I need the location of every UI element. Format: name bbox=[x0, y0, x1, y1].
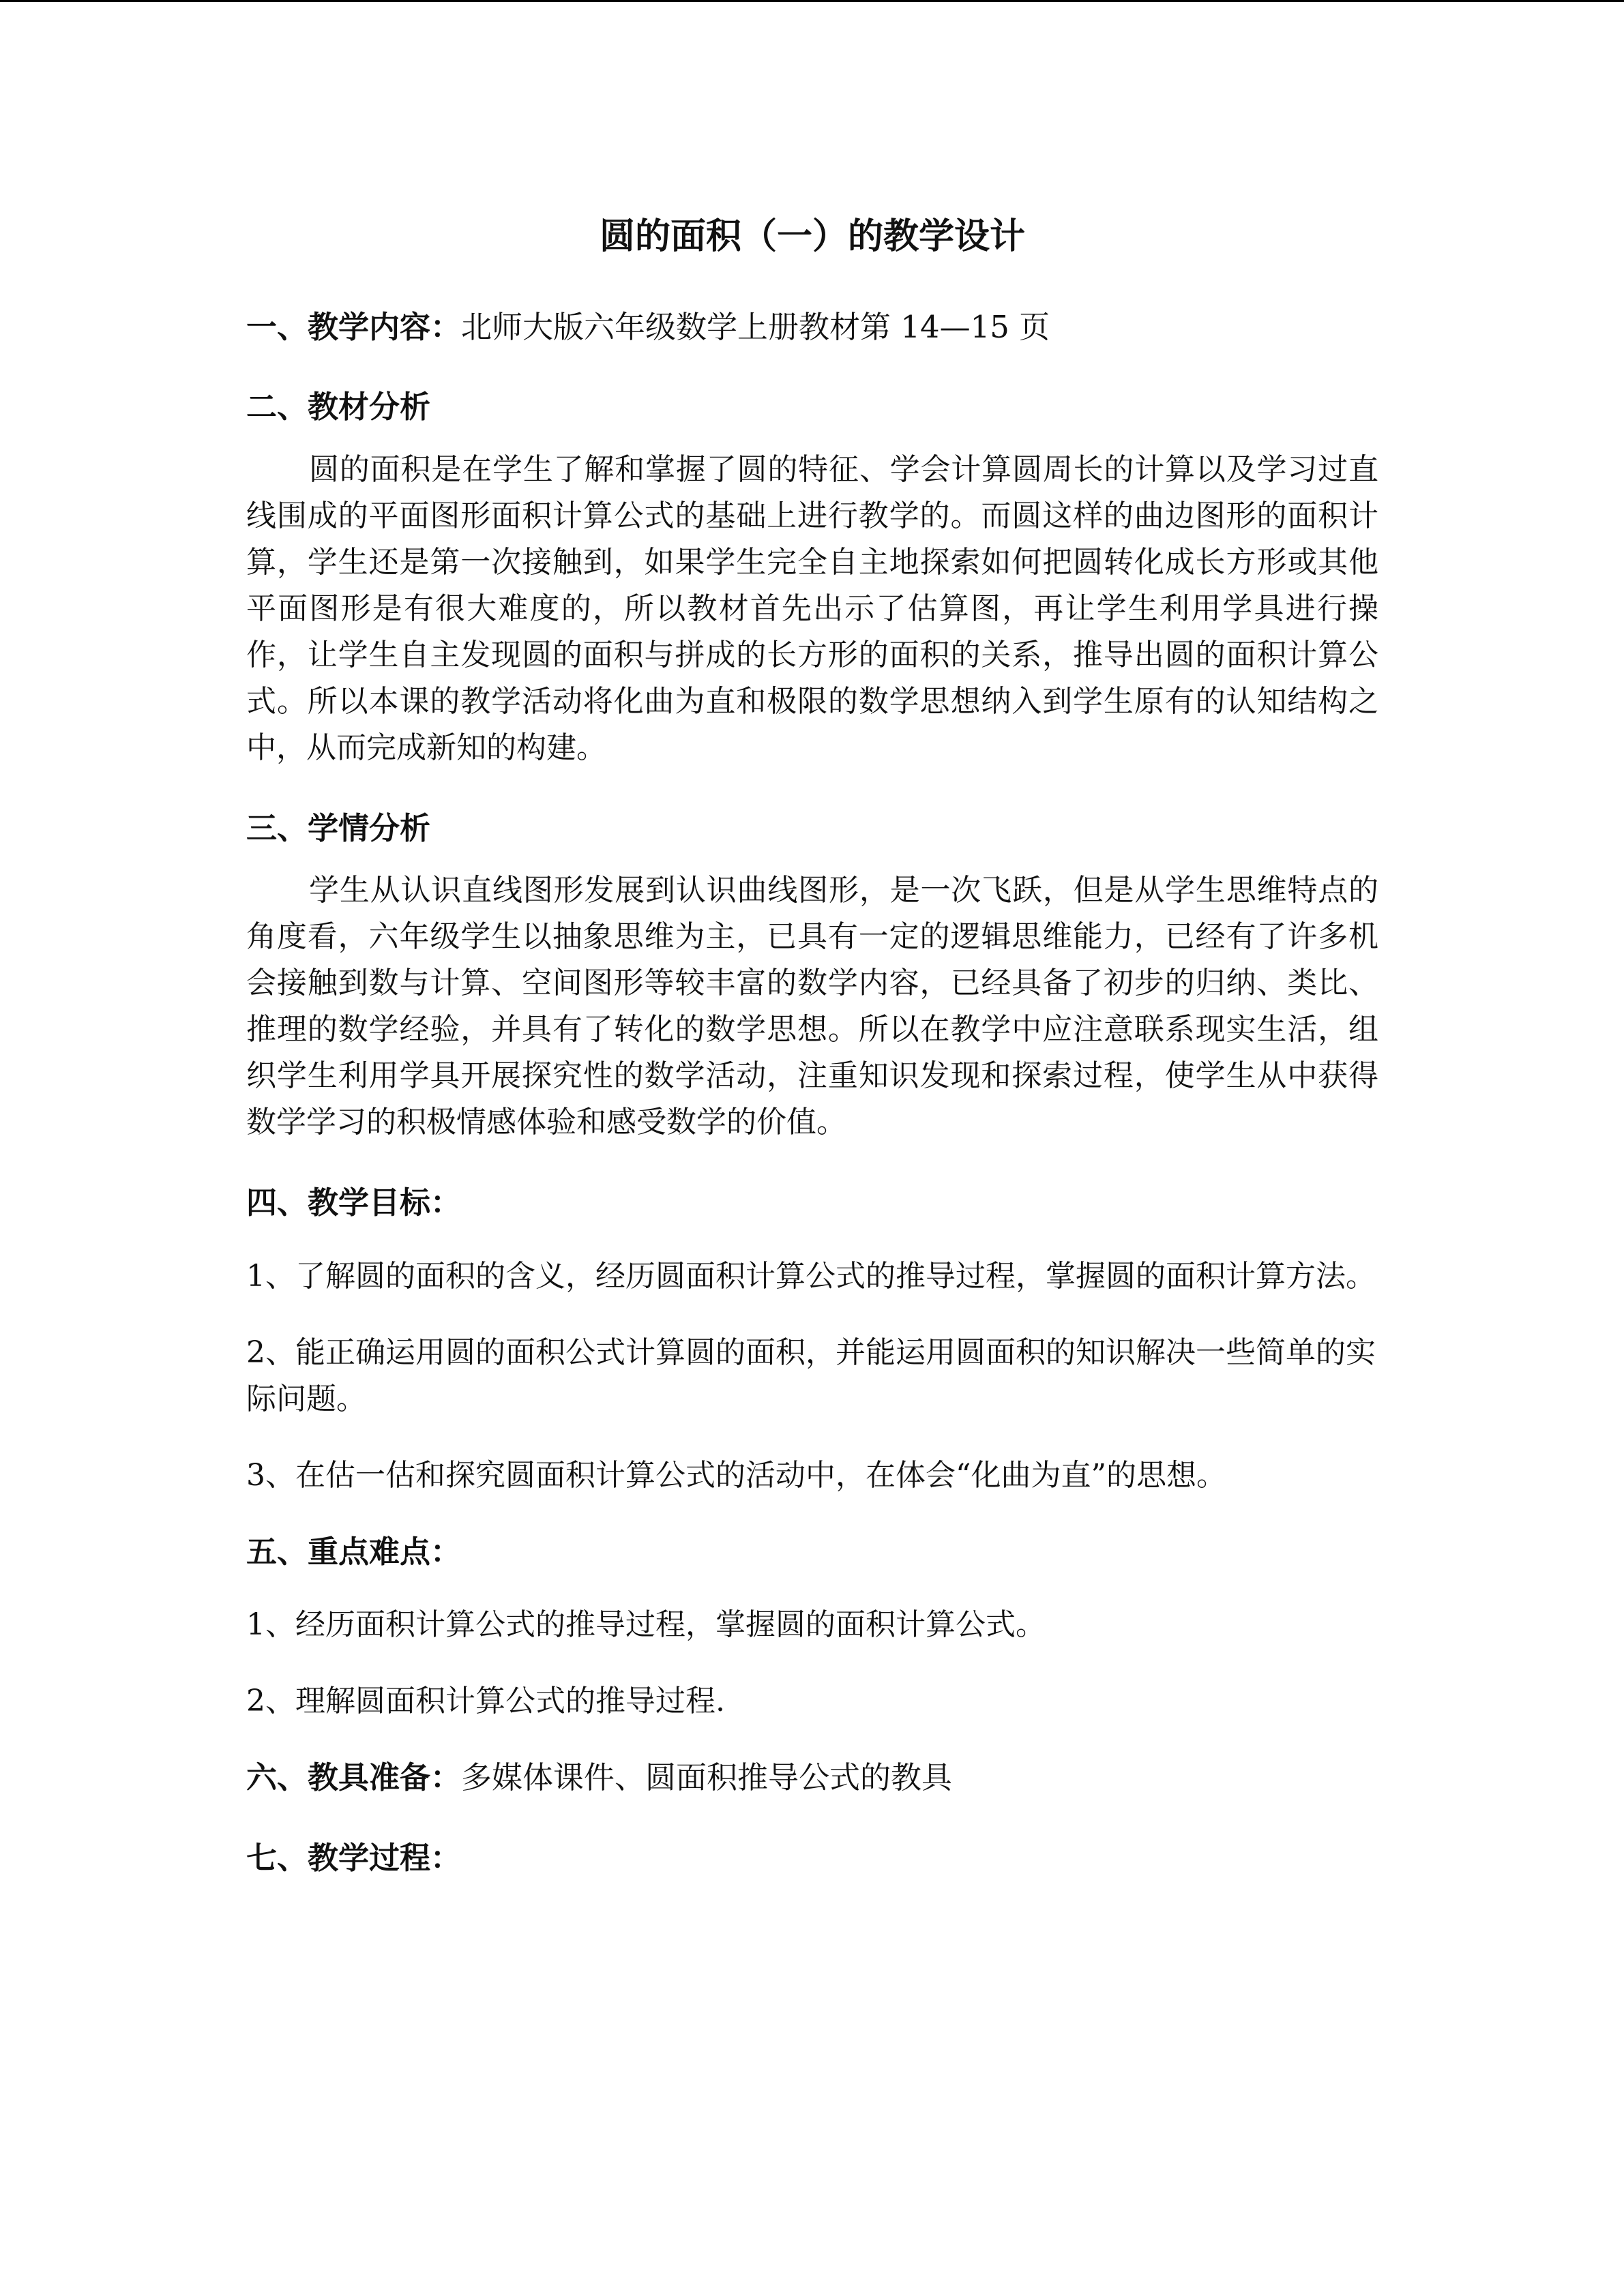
section-heading: 四、教学目标： bbox=[246, 1184, 462, 1221]
section-heading: 三、学情分析 bbox=[246, 809, 431, 846]
teaching-content-text: 北师大版六年级数学上册教材第 14—15 页 bbox=[461, 308, 1050, 345]
goal-item: 1、了解圆的面积的含义，经历圆面积计算公式的推导过程，掌握圆的面积计算方法。 bbox=[246, 1258, 1376, 1294]
section-heading: 七、教学过程： bbox=[246, 1839, 462, 1876]
document-title: 圆的面积（一）的教学设计 bbox=[599, 216, 1025, 257]
section-teaching-content bbox=[246, 304, 1378, 351]
section-heading: 五、重点难点： bbox=[246, 1533, 462, 1570]
section-teaching-process bbox=[246, 1835, 1378, 1881]
goal-item: 3、在估一估和探究圆面积计算公式的活动中，在体会“化曲为直”的思想。 bbox=[246, 1457, 1226, 1493]
key-point-item: 2、理解圆面积计算公式的推导过程. bbox=[246, 1684, 725, 1719]
student-analysis-paragraph: 学生从认识直线图形发展到认识曲线图形，是一次飞跃，但是从学生思维特点的角度看，六年级学生以抽象思维为主，已具有一定的逻辑思维能力，已经有了许多机会接触到数与计算、空间图形等较丰富的数学内容，已经具备了初步的归纳、类比、推理的数学经验，并具有了转化的数学思想。所以在教学中应注意联系现实生活，组织学生利用学具开展探究性的数学活动，注重知识发现和探索过程，使学生从中获得数学学习的积极情感体验和感受数学的价值。 bbox=[246, 873, 1378, 1140]
document-page bbox=[246, 205, 1378, 1915]
section-heading: 六、教具准备： bbox=[246, 1759, 462, 1796]
section-key-points bbox=[246, 1529, 1378, 1725]
section-material-analysis bbox=[246, 384, 1378, 771]
goal-item: 2、能正确运用圆的面积公式计算圆的面积，并能运用圆面积的知识解决一些简单的实际问题。 bbox=[246, 1335, 1376, 1416]
section-heading: 二、教材分析 bbox=[246, 389, 431, 426]
section-heading: 一、教学内容： bbox=[246, 308, 462, 345]
section-teaching-tools bbox=[246, 1755, 1378, 1801]
teaching-tools-text: 多媒体课件、圆面积推导公式的教具 bbox=[461, 1759, 953, 1796]
key-point-item: 1、经历面积计算公式的推导过程，掌握圆的面积计算公式。 bbox=[246, 1607, 1046, 1643]
material-analysis-paragraph: 圆的面积是在学生了解和掌握了圆的特征、学会计算圆周长的计算以及学习过直线围成的平面图形面积计算公式的基础上进行教学的。而圆这样的曲边图形的面积计算，学生还是第一次接触到，如果学生完全自主地探索如何把圆转化成长方形或其他平面图形是有很大难度的，所以教材首先出示了估算图，再让学生利用学具进行操作，让学生自主发现圆的面积与拼成的长方形的面积的关系，推导出圆的面积计算公式。所以本课的教学活动将化曲为直和极限的数学思想纳入到学生原有的认知结构之中，从而完成新知的构建。 bbox=[246, 451, 1378, 765]
top-border-line bbox=[0, 0, 1624, 2]
section-teaching-goals bbox=[246, 1180, 1378, 1499]
section-student-analysis bbox=[246, 805, 1378, 1146]
